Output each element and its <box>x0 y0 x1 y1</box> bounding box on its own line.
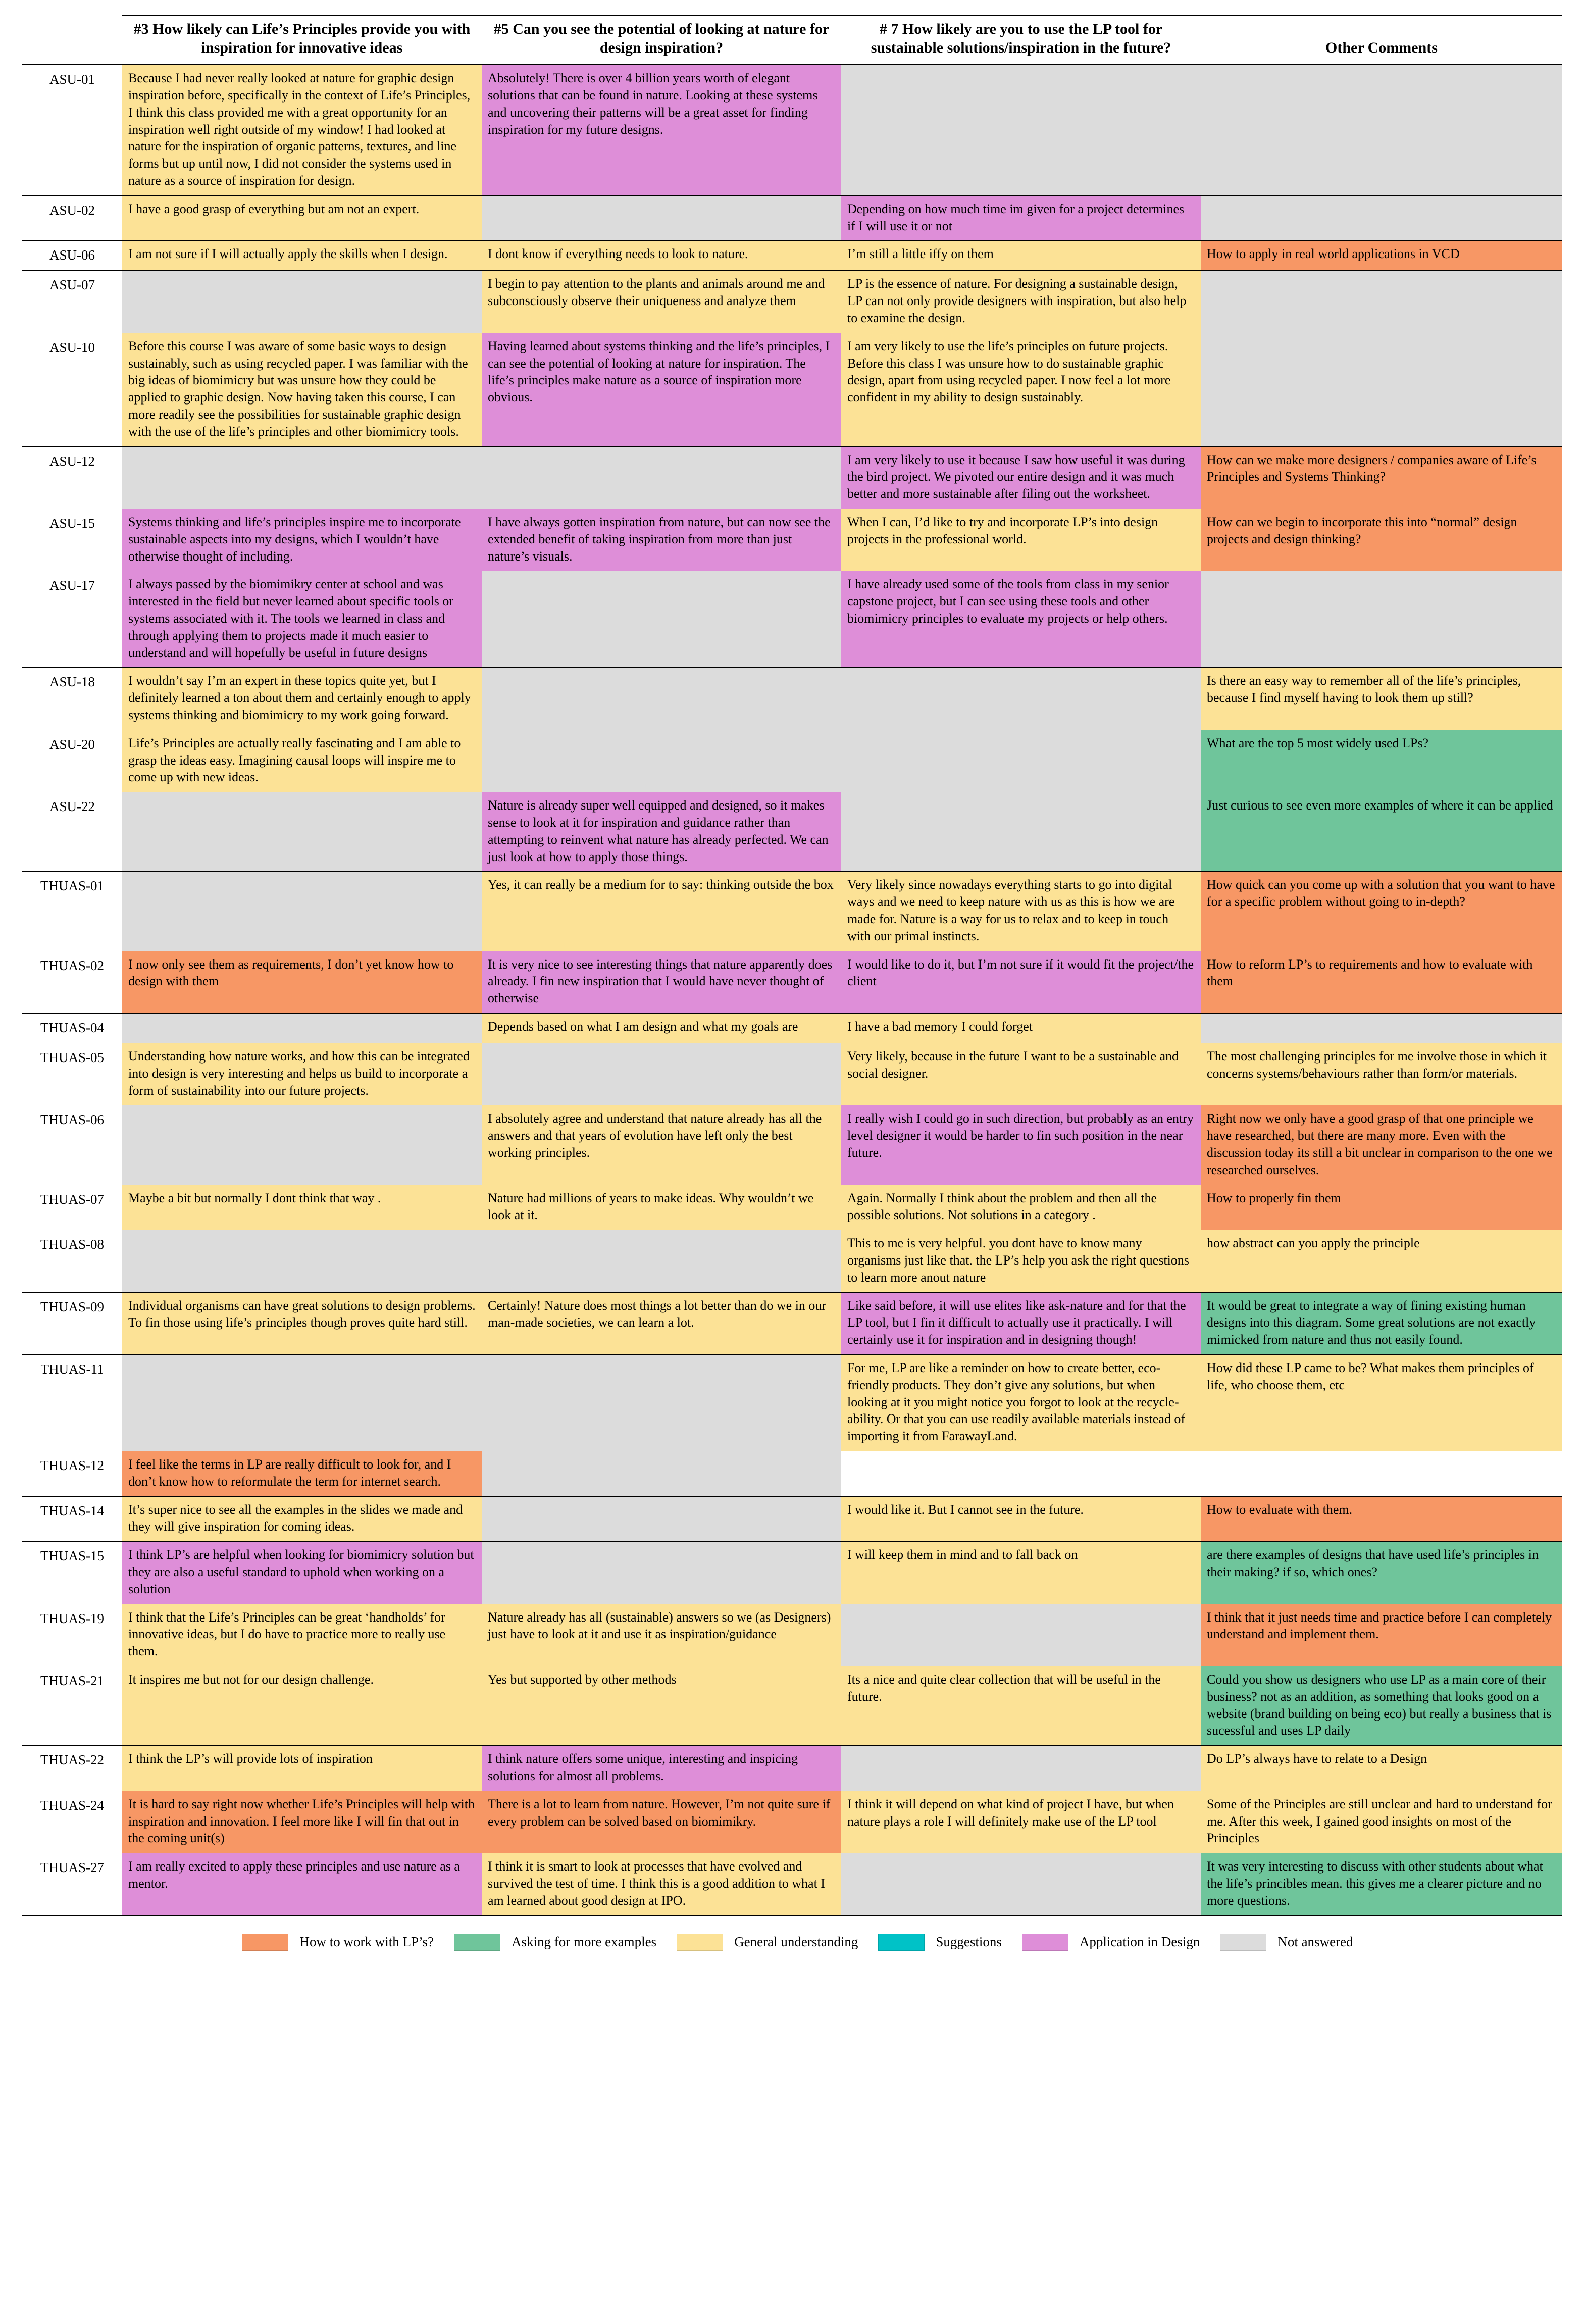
respondent-id: ASU-15 <box>22 509 122 571</box>
response-cell <box>841 668 1201 730</box>
respondent-id: THUAS-07 <box>22 1185 122 1230</box>
response-cell: Having learned about systems thinking and the life’s principles, I can see the potential of looking at nature for inspiration. The life’s principles make nature as a source of inspiration more obvious. <box>482 333 841 446</box>
response-cell: I have always gotten inspiration from nature, but can now see the extended benefit of taking inspiration from more than just nature’s visuals. <box>482 509 841 571</box>
response-cell <box>841 1451 1201 1496</box>
response-cell: I wouldn’t say I’m an expert in these topics quite yet, but I definitely learned a ton about them and certainly enough to apply systems thinking and biomimicry to my work going forward. <box>122 668 482 730</box>
table-row <box>22 951 1562 1013</box>
column-header-q5: #5 Can you see the potential of looking at nature for design inspiration? <box>482 16 841 65</box>
response-cell: I think that it just needs time and practice before I can completely understand and implement them. <box>1201 1604 1562 1666</box>
response-cell: I really wish I could go in such direction, but probably as an entry level designer it would be harder to fin such position in the near future. <box>841 1105 1201 1185</box>
response-cell: How did these LP came to be? What makes them principles of life, who choose them, etc <box>1201 1354 1562 1451</box>
respondent-id: THUAS-27 <box>22 1853 122 1916</box>
response-cell: I will keep them in mind and to fall back on <box>841 1542 1201 1604</box>
table-row <box>22 271 1562 333</box>
legend <box>22 1934 1563 1951</box>
respondent-id: THUAS-22 <box>22 1746 122 1791</box>
table-row <box>22 1043 1562 1105</box>
response-cell: I think that the Life’s Principles can be great ‘handholds’ for innovative ideas, but I do have to practice more to really use them. <box>122 1604 482 1666</box>
response-cell <box>841 730 1201 792</box>
respondent-id: THUAS-24 <box>22 1791 122 1853</box>
response-cell: Like said before, it will use elites like ask-nature and for that the LP tool, but I fin it difficult to actually use it practically. I will certainly use it for inspiration and in designing though! <box>841 1292 1201 1354</box>
response-cell: Nature already has all (sustainable) answers so we (as Designers) just have to look at it and use it as inspiration/guidance <box>482 1604 841 1666</box>
response-cell: I am very likely to use the life’s principles on future projects. Before this class I was unsure how to do sustainable graphic design, apart from using recycled paper. I now feel a lot more confident in my ability to design sustainably. <box>841 333 1201 446</box>
response-cell: How to properly fin them <box>1201 1185 1562 1230</box>
response-cell <box>1201 271 1562 333</box>
response-cell: How can we make more designers / companies aware of Life’s Principles and Systems Thinking? <box>1201 446 1562 509</box>
response-cell <box>1201 333 1562 446</box>
column-header-id <box>22 16 122 65</box>
table-row <box>22 1791 1562 1853</box>
response-cell <box>1201 571 1562 668</box>
response-cell <box>122 1354 482 1451</box>
response-cell: Absolutely! There is over 4 billion years worth of elegant solutions that can be found in nature. Looking at these systems and uncovering their patterns will be a great asset for finding inspiration for my future designs. <box>482 65 841 195</box>
response-cell: I now only see them as requirements, I don’t yet know how to design with them <box>122 951 482 1013</box>
response-cell: It’s super nice to see all the examples in the slides we made and they will give inspiration for coming ideas. <box>122 1496 482 1542</box>
response-cell <box>482 730 841 792</box>
respondent-id: THUAS-09 <box>22 1292 122 1354</box>
response-cell: It would be great to integrate a way of fining existing human designs into this diagram. Some great solutions are not exactly mimicked from nature and thus not easily found. <box>1201 1292 1562 1354</box>
legend-label: Not answered <box>1277 1934 1353 1949</box>
response-cell: Individual organisms can have great solutions to design problems. To fin those using life’s principles though proves quite hard still. <box>122 1292 482 1354</box>
response-cell: It inspires me but not for our design challenge. <box>122 1666 482 1745</box>
response-cell: I think the LP’s will provide lots of inspiration <box>122 1746 482 1791</box>
table-row <box>22 1354 1562 1451</box>
respondent-id: THUAS-08 <box>22 1230 122 1292</box>
respondent-id: ASU-20 <box>22 730 122 792</box>
response-cell <box>482 446 841 509</box>
table-row <box>22 65 1562 195</box>
legend-label: Application in Design <box>1079 1934 1200 1949</box>
response-cell: I think LP’s are helpful when looking for biomimicry solution but they are also a useful standard to uphold when working on a solution <box>122 1542 482 1604</box>
response-cell: It is very nice to see interesting things that nature apparently does already. I fin new inspiration that I would have never thought of otherwise <box>482 951 841 1013</box>
legend-swatch <box>677 1934 723 1951</box>
table-row <box>22 872 1562 951</box>
response-cell: LP is the essence of nature. For designing a sustainable design, LP can not only provide designers with inspiration, but also help to examine the design. <box>841 271 1201 333</box>
response-cell: It is hard to say right now whether Life’s Principles will help with inspiration and innovation. I feel more like I will fin that out in the coming unit(s) <box>122 1791 482 1853</box>
respondent-id: THUAS-06 <box>22 1105 122 1185</box>
response-cell <box>482 1354 841 1451</box>
response-cell <box>482 668 841 730</box>
response-cell: I have a good grasp of everything but am not an expert. <box>122 195 482 241</box>
respondent-id: ASU-12 <box>22 446 122 509</box>
respondent-id: THUAS-15 <box>22 1542 122 1604</box>
survey-response-table <box>22 15 1562 1916</box>
legend-label: Asking for more examples <box>511 1934 657 1949</box>
legend-swatch <box>242 1934 288 1951</box>
response-cell <box>482 195 841 241</box>
legend-item <box>1220 1934 1353 1951</box>
table-row <box>22 1666 1562 1745</box>
response-cell <box>841 792 1201 872</box>
response-cell: are there examples of designs that have used life’s principles in their making? if so, which ones? <box>1201 1542 1562 1604</box>
legend-label: Suggestions <box>936 1934 1002 1949</box>
respondent-id: ASU-10 <box>22 333 122 446</box>
response-cell: Its a nice and quite clear collection that will be useful in the future. <box>841 1666 1201 1745</box>
table-row <box>22 1105 1562 1185</box>
response-cell: This to me is very helpful. you dont have to know many organisms just like that. the LP’s help you ask the right questions to learn more anout nature <box>841 1230 1201 1292</box>
response-cell <box>482 1043 841 1105</box>
response-cell: How can we begin to incorporate this into “normal” design projects and design thinking? <box>1201 509 1562 571</box>
legend-swatch <box>878 1934 925 1951</box>
respondent-id: ASU-02 <box>22 195 122 241</box>
response-cell: Systems thinking and life’s principles inspire me to incorporate sustainable aspects into my designs, which I wouldn’t have otherwise thought of including. <box>122 509 482 571</box>
table-row <box>22 1604 1562 1666</box>
response-cell <box>841 65 1201 195</box>
response-cell: I would like it. But I cannot see in the future. <box>841 1496 1201 1542</box>
response-cell: how abstract can you apply the principle <box>1201 1230 1562 1292</box>
legend-label: How to work with LP’s? <box>299 1934 434 1949</box>
table-row <box>22 1853 1562 1916</box>
respondent-id: ASU-07 <box>22 271 122 333</box>
column-header-q3: #3 How likely can Life’s Principles provide you with inspiration for innovative ideas <box>122 16 482 65</box>
response-cell: Understanding how nature works, and how this can be integrated into design is very interesting and helps us build to incorporate a form of sustainability into our future projects. <box>122 1043 482 1105</box>
response-cell <box>122 271 482 333</box>
table-row <box>22 1185 1562 1230</box>
response-cell: Certainly! Nature does most things a lot better than do we in our man-made societies, we can learn a lot. <box>482 1292 841 1354</box>
response-cell: I am really excited to apply these principles and use nature as a mentor. <box>122 1853 482 1916</box>
response-cell <box>1201 1451 1562 1496</box>
response-cell: There is a lot to learn from nature. However, I’m not quite sure if every problem can be solved based on biomimikry. <box>482 1791 841 1853</box>
response-cell <box>122 446 482 509</box>
response-cell: Life’s Principles are actually really fascinating and I am able to grasp the ideas easy. Imagining causal loops will inspire me to come up with new ideas. <box>122 730 482 792</box>
response-cell: Could you show us designers who use LP as a main core of their business? not as an addition, as something that looks good on a website (brand building on being eco) but really a business that is sucessful and uses LP daily <box>1201 1666 1562 1745</box>
legend-swatch <box>1220 1934 1266 1951</box>
response-cell: Very likely, because in the future I want to be a sustainable and social designer. <box>841 1043 1201 1105</box>
response-cell <box>1201 1013 1562 1043</box>
response-cell: How to evaluate with them. <box>1201 1496 1562 1542</box>
response-cell <box>122 1230 482 1292</box>
response-cell: For me, LP are like a reminder on how to create better, eco-friendly products. They don’t give any solutions, but when looking at it you might notice you forgot to look at the recycle-ability. Or that you can use readily available materials instead of importing it from FarawayLand. <box>841 1354 1201 1451</box>
response-cell: Maybe a bit but normally I dont think that way . <box>122 1185 482 1230</box>
legend-swatch <box>454 1934 500 1951</box>
response-cell: I am very likely to use it because I saw how useful it was during the bird project. We pivoted our entire design and it was much better and more sustainable after filing out the worksheet. <box>841 446 1201 509</box>
response-cell: Do LP’s always have to relate to a Design <box>1201 1746 1562 1791</box>
response-cell: I would like to do it, but I’m not sure if it would fit the project/the client <box>841 951 1201 1013</box>
response-cell <box>122 872 482 951</box>
response-cell: I think it is smart to look at processes that have evolved and survived the test of time. I think this is a good addition to what I am learned about good design at IPO. <box>482 1853 841 1916</box>
response-cell: Because I had never really looked at nature for graphic design inspiration before, specifically in the context of Life’s Principles, I think this class provided me with a great opportunity for an inspiration well right outside of my window! I had looked at nature for the inspiration of organic patterns, textures, and line forms but up until now, I did not consider the systems used in nature as a source of inspiration for design. <box>122 65 482 195</box>
table-row <box>22 730 1562 792</box>
table-row <box>22 1230 1562 1292</box>
respondent-id: THUAS-11 <box>22 1354 122 1451</box>
response-cell <box>122 792 482 872</box>
response-cell <box>1201 195 1562 241</box>
response-cell <box>122 1105 482 1185</box>
respondent-id: THUAS-05 <box>22 1043 122 1105</box>
table-row <box>22 571 1562 668</box>
legend-item <box>242 1934 434 1951</box>
response-cell: Nature had millions of years to make ideas. Why wouldn’t we look at it. <box>482 1185 841 1230</box>
response-cell: I absolutely agree and understand that nature already has all the answers and that years of evolution have left only the best working principles. <box>482 1105 841 1185</box>
table-row <box>22 1292 1562 1354</box>
respondent-id: THUAS-04 <box>22 1013 122 1043</box>
response-cell: I think nature offers some unique, interesting and inspicing solutions for almost all problems. <box>482 1746 841 1791</box>
response-cell <box>482 1230 841 1292</box>
legend-item <box>1022 1934 1200 1951</box>
table-row <box>22 333 1562 446</box>
respondent-id: ASU-22 <box>22 792 122 872</box>
respondent-id: THUAS-12 <box>22 1451 122 1496</box>
response-cell: What are the top 5 most widely used LPs? <box>1201 730 1562 792</box>
response-cell: Very likely since nowadays everything starts to go into digital ways and we need to keep nature with us as this is how we are made for. Nature is a way for us to relax and to keep in touch with our primal instincts. <box>841 872 1201 951</box>
response-cell: How to reform LP’s to requirements and how to evaluate with them <box>1201 951 1562 1013</box>
column-header-other: Other Comments <box>1201 16 1562 65</box>
response-cell: I have already used some of the tools from class in my senior capstone project, but I can see using these tools and other biomimicry principles to evaluate my projects or help others. <box>841 571 1201 668</box>
respondent-id: THUAS-21 <box>22 1666 122 1745</box>
response-cell: Just curious to see even more examples of where it can be applied <box>1201 792 1562 872</box>
respondent-id: ASU-18 <box>22 668 122 730</box>
response-cell: Right now we only have a good grasp of that one principle we have researched, but there are many more. Even with the discussion today its still a bit unclear in comparison to the one we researched ourselves. <box>1201 1105 1562 1185</box>
respondent-id: THUAS-19 <box>22 1604 122 1666</box>
response-cell: Again. Normally I think about the problem and then all the possible solutions. Not solutions in a category . <box>841 1185 1201 1230</box>
table-row <box>22 668 1562 730</box>
legend-swatch <box>1022 1934 1068 1951</box>
response-cell: I have a bad memory I could forget <box>841 1013 1201 1043</box>
table-row <box>22 446 1562 509</box>
legend-item <box>677 1934 858 1951</box>
table-row <box>22 509 1562 571</box>
table-row <box>22 1746 1562 1791</box>
response-cell: I begin to pay attention to the plants and animals around me and subconsciously observe their uniqueness and analyze them <box>482 271 841 333</box>
response-cell <box>1201 65 1562 195</box>
response-cell <box>482 571 841 668</box>
response-cell: How quick can you come up with a solution that you want to have for a specific problem without going to in-depth? <box>1201 872 1562 951</box>
response-cell <box>482 1496 841 1542</box>
response-cell: I think it will depend on what kind of project I have, but when nature plays a role I will definitely make use of the LP tool <box>841 1791 1201 1853</box>
respondent-id: ASU-06 <box>22 241 122 271</box>
table-row <box>22 241 1562 271</box>
response-cell: Before this course I was aware of some basic ways to design sustainably, such as using recycled paper. I was familiar with the big ideas of biomimicry but was unsure how they could be applied to graphic design. Now having taken this course, I can more readily see the possibilities for sustainable graphic design with the use of the life’s principles and other biomimicry tools. <box>122 333 482 446</box>
table-header <box>22 16 1562 65</box>
table-row <box>22 1542 1562 1604</box>
legend-item <box>878 1934 1002 1951</box>
column-header-q7: # 7 How likely are you to use the LP tool for sustainable solutions/inspiration in the future? <box>841 16 1201 65</box>
response-cell: Yes but supported by other methods <box>482 1666 841 1745</box>
response-cell: I always passed by the biomimikry center at school and was interested in the field but never learned about specific tools or systems associated with it. The tools we learned in class and through applying them to projects made it much easier to understand and will hopefully be useful in future designs <box>122 571 482 668</box>
table-row <box>22 1496 1562 1542</box>
response-cell: Yes, it can really be a medium for to say: thinking outside the box <box>482 872 841 951</box>
response-cell: Depends based on what I am design and what my goals are <box>482 1013 841 1043</box>
response-cell <box>122 1013 482 1043</box>
response-cell: The most challenging principles for me involve those in which it concerns systems/behaviours rather than form/or materials. <box>1201 1043 1562 1105</box>
response-cell <box>841 1746 1201 1791</box>
response-cell <box>482 1451 841 1496</box>
response-cell: I dont know if everything needs to look to nature. <box>482 241 841 271</box>
response-cell: I’m still a little iffy on them <box>841 241 1201 271</box>
response-cell: I am not sure if I will actually apply the skills when I design. <box>122 241 482 271</box>
legend-label: General understanding <box>734 1934 858 1949</box>
table-body <box>22 65 1562 1915</box>
response-cell: It was very interesting to discuss with other students about what the life’s princibles mean. this gives me a clearer picture and no more questions. <box>1201 1853 1562 1916</box>
legend-item <box>454 1934 656 1951</box>
respondent-id: THUAS-14 <box>22 1496 122 1542</box>
response-cell: Is there an easy way to remember all of the life’s principles, because I find myself having to look them up still? <box>1201 668 1562 730</box>
respondent-id: ASU-01 <box>22 65 122 195</box>
table-row <box>22 1013 1562 1043</box>
respondent-id: THUAS-02 <box>22 951 122 1013</box>
response-cell <box>841 1604 1201 1666</box>
response-cell: I feel like the terms in LP are really difficult to look for, and I don’t know how to reformulate the term for internet search. <box>122 1451 482 1496</box>
response-cell: When I can, I’d like to try and incorporate LP’s into design projects in the professional world. <box>841 509 1201 571</box>
table-row <box>22 195 1562 241</box>
response-cell: Nature is already super well equipped and designed, so it makes sense to look at it for inspiration and guidance rather than attempting to reinvent what nature has already perfected. We can just look at how to apply those things. <box>482 792 841 872</box>
response-cell: How to apply in real world applications in VCD <box>1201 241 1562 271</box>
response-cell: Depending on how much time im given for a project determines if I will use it or not <box>841 195 1201 241</box>
response-cell: Some of the Principles are still unclear and hard to understand for me. After this week, I gained good insights on most of the Principles <box>1201 1791 1562 1853</box>
table-row <box>22 1451 1562 1496</box>
respondent-id: ASU-17 <box>22 571 122 668</box>
table-row <box>22 792 1562 872</box>
respondent-id: THUAS-01 <box>22 872 122 951</box>
response-cell <box>482 1542 841 1604</box>
response-cell <box>841 1853 1201 1916</box>
